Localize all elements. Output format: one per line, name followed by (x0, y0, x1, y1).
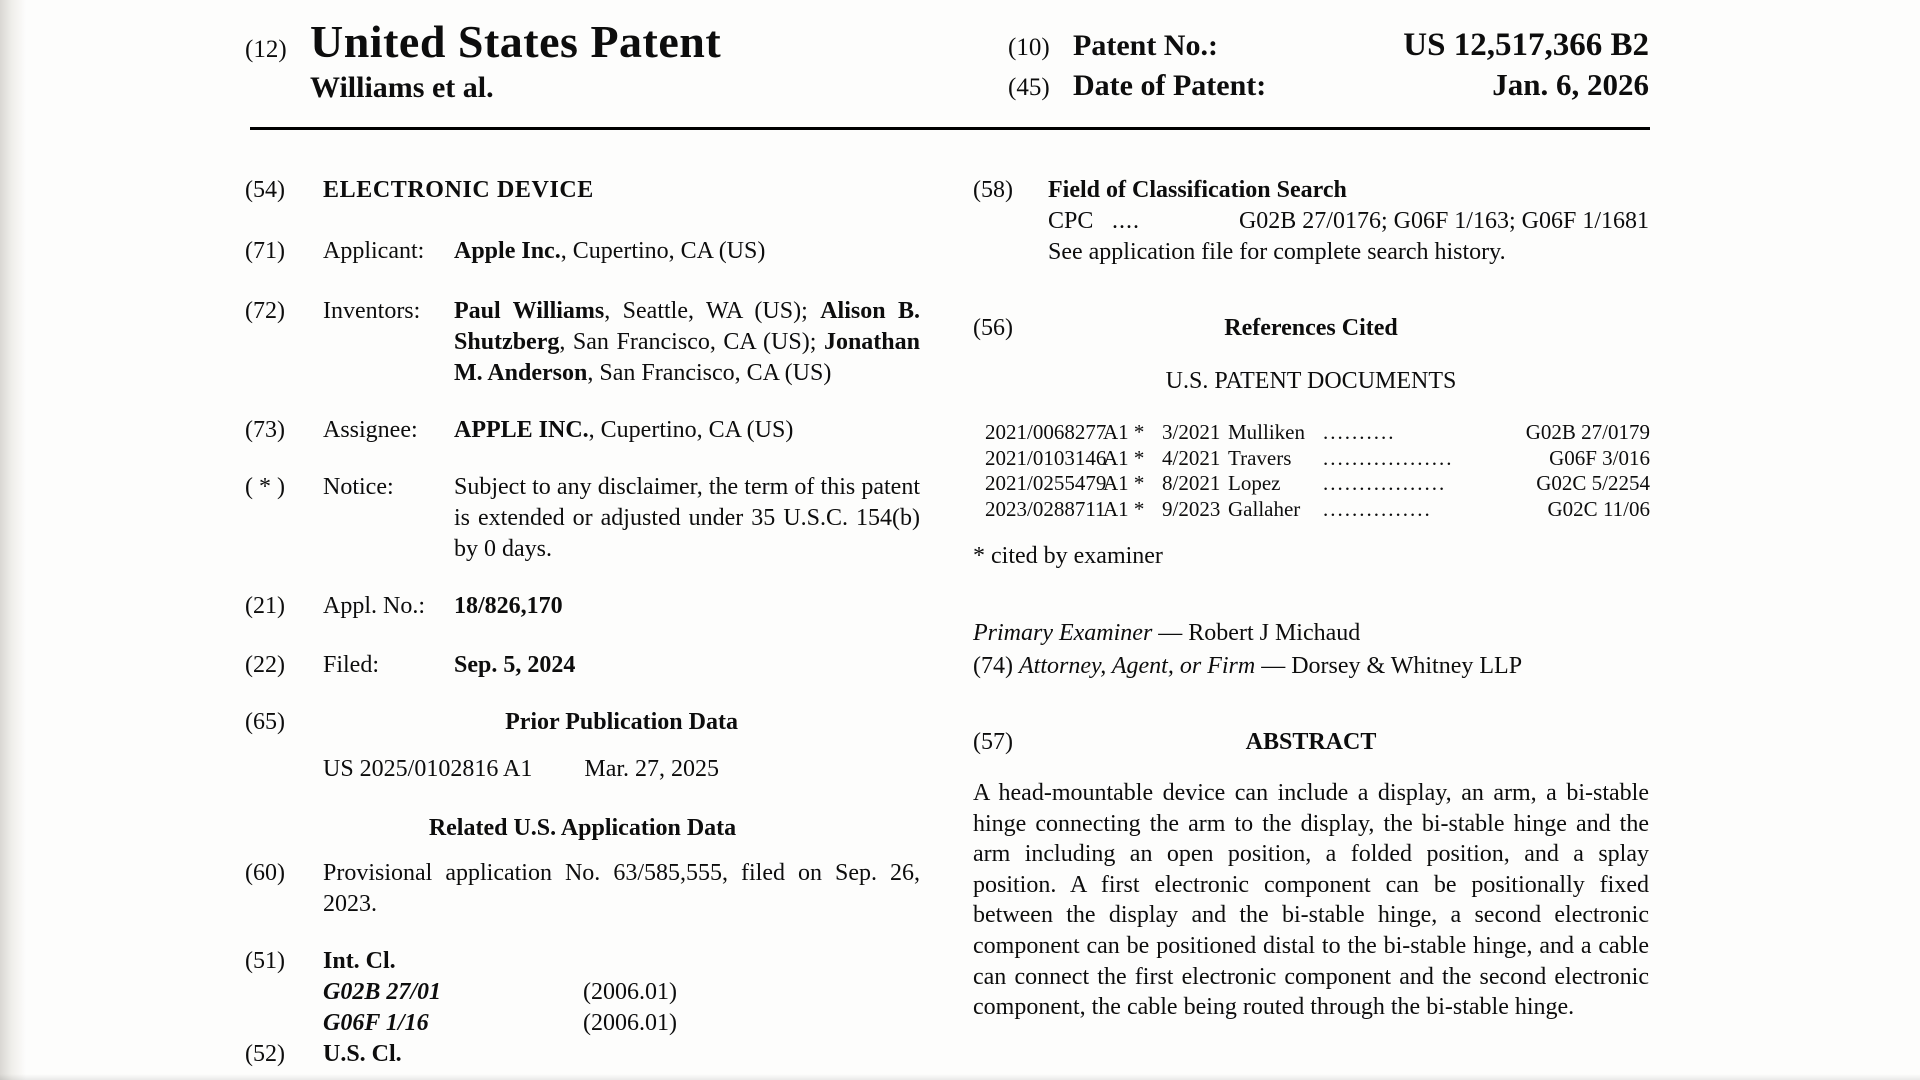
ref-classification: G02C 5/2254 (1536, 471, 1650, 495)
section-number: (22) (245, 652, 285, 678)
invention-title: ELECTRONIC DEVICE (323, 177, 594, 203)
section-56-references (973, 313, 1649, 344)
primary-examiner-label: Primary Examiner (973, 620, 1153, 646)
ref-kind-code: A1 * (1103, 420, 1145, 444)
ref-dot-leader: .......... (1323, 420, 1396, 444)
section-number: (51) (245, 948, 285, 974)
publication-number: US 2025/0102816 A1 (323, 756, 533, 782)
dash: — (1255, 653, 1292, 679)
publication-date: Mar. 27, 2025 (584, 756, 720, 782)
section-number: (21) (245, 593, 285, 619)
page-title: United States Patent (310, 16, 722, 67)
patent-title-row (245, 16, 721, 68)
field-code-45: (45) (1008, 74, 1050, 101)
us-cl-label: U.S. Cl. (323, 1041, 402, 1067)
assignee-location: , Cupertino, CA (US) (588, 417, 794, 443)
int-cl-entry (323, 977, 920, 1008)
ref-inventor-name: Travers (1228, 445, 1292, 470)
inventor-location: , San Francisco, CA (US) (587, 360, 832, 386)
reference-row (985, 471, 1650, 497)
ref-publication-number: 2021/0255479 (985, 471, 1107, 495)
section-number: (65) (245, 709, 285, 735)
search-history-note: See application file for complete search history. (1048, 239, 1506, 265)
field-code-10: (10) (1008, 34, 1050, 61)
applicant-label: Applicant: (323, 238, 425, 264)
ref-inventor-name: Gallaher (1228, 496, 1301, 521)
int-cl-label: Int. Cl. (323, 948, 396, 974)
section-58-classification-search (973, 175, 1649, 268)
classification-search-heading: Field of Classification Search (1048, 177, 1347, 203)
filed-label: Filed: (323, 652, 380, 678)
applicant-value (454, 236, 920, 267)
ref-classification: G06F 3/016 (1549, 445, 1650, 470)
header-divider (250, 127, 1650, 130)
inventor-byline: Williams et al. (310, 71, 494, 104)
ref-dot-leader: ............... (1323, 496, 1432, 521)
ref-dot-leader: ................. (1323, 471, 1447, 495)
section-52-us-cl (245, 1039, 920, 1070)
inventors-label: Inventors: (323, 298, 421, 324)
ref-classification: G02B 27/0179 (1525, 420, 1650, 444)
cpc-dot-leader: .... (1112, 208, 1140, 234)
section-51-int-cl (245, 946, 920, 1039)
assignee-name: APPLE INC. (454, 417, 589, 443)
patent-date-row (1008, 69, 1649, 103)
applicant-name: Apple Inc. (454, 238, 561, 264)
section-number: (57) (973, 729, 1013, 755)
inventor-location: , San Francisco, CA (US); (559, 329, 824, 355)
ref-classification: G02C 11/06 (1547, 496, 1650, 521)
ref-dot-leader: .................. (1323, 445, 1454, 470)
section-number: (74) (973, 653, 1013, 679)
class-code: G06F 1/16 (323, 1010, 429, 1036)
patent-date-value: Jan. 6, 2026 (1492, 67, 1649, 102)
inventor-location: , Seattle, WA (US); (604, 298, 821, 324)
us-patent-documents-heading: U.S. PATENT DOCUMENTS (1165, 368, 1457, 394)
assignee-label: Assignee: (323, 417, 418, 443)
section-number: (56) (973, 315, 1013, 341)
section-57-abstract (973, 727, 1649, 758)
cited-by-examiner-note: * cited by examiner (973, 543, 1163, 569)
classification-search-block (1048, 175, 1649, 268)
examiner-block (973, 617, 1649, 683)
section-number: (71) (245, 238, 285, 264)
ref-kind-code: A1 * (1103, 496, 1145, 521)
section-number: ( * ) (245, 474, 285, 500)
patent-number-row (1008, 27, 1649, 63)
section-number: (58) (973, 177, 1013, 203)
cpc-codes: G02B 27/0176; G06F 1/163; G06F 1/1681 (1238, 208, 1649, 234)
ref-publication-number: 2021/0068277 (985, 420, 1107, 444)
class-code: G02B 27/01 (323, 979, 442, 1005)
section-73-assignee (245, 415, 920, 446)
inventor-name: Jonathan M. Anderson (454, 329, 920, 386)
patent-date-label: Date of Patent: (1073, 69, 1267, 102)
primary-examiner-line (973, 617, 1649, 650)
int-cl-entry (323, 1008, 920, 1039)
int-cl-block (323, 946, 920, 1039)
patent-number-value: US 12,517,366 B2 (1403, 27, 1649, 63)
section-number: (54) (245, 177, 285, 203)
section-65-prior-publication (245, 707, 920, 738)
provisional-text: Provisional application No. 63/585,555, filed on Sep. 26, 2023. (323, 860, 920, 917)
ref-publication-number: 2021/0103146 (985, 445, 1107, 470)
reference-row (985, 446, 1650, 472)
field-code-12: (12) (245, 36, 287, 63)
ref-inventor-name: Mulliken (1228, 420, 1305, 444)
attorney-name: Dorsey & Whitney LLP (1291, 653, 1523, 679)
ref-date: 3/2021 (1162, 420, 1221, 444)
references-table (985, 420, 1650, 522)
class-year: (2006.01) (583, 979, 677, 1005)
section-72-inventors (245, 296, 920, 389)
ref-kind-code: A1 * (1103, 445, 1145, 470)
section-21-appl-no (245, 591, 920, 622)
applicant-location: , Cupertino, CA (US) (560, 238, 766, 264)
section-number: (52) (245, 1041, 285, 1067)
appl-no-label: Appl. No.: (323, 593, 425, 619)
section-number: (60) (245, 860, 285, 886)
section-54-title (245, 175, 920, 206)
patent-number-label: Patent No.: (1073, 29, 1218, 62)
page-bottom-edge (0, 1074, 1920, 1080)
section-number: (72) (245, 298, 285, 324)
prior-publication-entry (245, 754, 920, 785)
dash: — (1152, 620, 1189, 646)
abstract-text: A head-mountable device can include a display, an arm, a bi-stable hinge connecting the arm to the display, the bi-stable hinge and the arm including an open position, a folded position, and a splay position. A first electronic component can be positionally fixed between the display and the bi-stable hinge, a second electronic component can be positioned distal to the bi-stable hinge, and a cable can connect the first electronic component and the second electronic component, the cable being routed through the bi-stable hinge. (973, 780, 1649, 1021)
ref-date: 4/2021 (1162, 445, 1221, 470)
assignee-value (454, 415, 920, 446)
right-column (973, 175, 1649, 1023)
appl-no-value: 18/826,170 (454, 593, 563, 619)
reference-row (985, 497, 1650, 523)
notice-text: Subject to any disclaimer, the term of this patent is extended or adjusted under 35 U.S.C. 154(b) by 0 days. (454, 474, 920, 562)
ref-publication-number: 2023/0288711 (985, 496, 1106, 521)
abstract-heading: ABSTRACT (1245, 729, 1377, 755)
references-cited-heading: References Cited (1224, 315, 1398, 341)
ref-inventor-name: Lopez (1228, 471, 1281, 495)
filed-value: Sep. 5, 2024 (454, 652, 576, 678)
cpc-label: CPC (1048, 208, 1094, 234)
class-year: (2006.01) (583, 1010, 677, 1036)
page-left-edge (0, 0, 26, 1080)
related-application-heading: Related U.S. Application Data (428, 815, 737, 841)
section-number: (73) (245, 417, 285, 443)
primary-examiner-name: Robert J Michaud (1188, 620, 1361, 646)
inventors-list (454, 296, 920, 389)
ref-date: 8/2021 (1162, 471, 1221, 495)
notice-section (245, 472, 920, 565)
section-60-provisional (245, 858, 920, 920)
attorney-line (973, 650, 1649, 683)
inventor-name: Paul Williams (454, 298, 605, 324)
left-column (245, 175, 920, 1070)
prior-publication-heading: Prior Publication Data (505, 709, 738, 735)
reference-row (985, 420, 1650, 446)
ref-kind-code: A1 * (1103, 471, 1145, 495)
header-left (245, 16, 721, 103)
cpc-line (1048, 206, 1649, 237)
attorney-label: Attorney, Agent, or Firm (1018, 653, 1256, 679)
header-right (1008, 27, 1649, 103)
section-22-filed (245, 650, 920, 681)
ref-date: 9/2023 (1162, 496, 1221, 521)
section-71-applicant (245, 236, 920, 267)
inventor-name: Alison B. Shutzberg (454, 298, 920, 355)
notice-label: Notice: (323, 474, 394, 500)
